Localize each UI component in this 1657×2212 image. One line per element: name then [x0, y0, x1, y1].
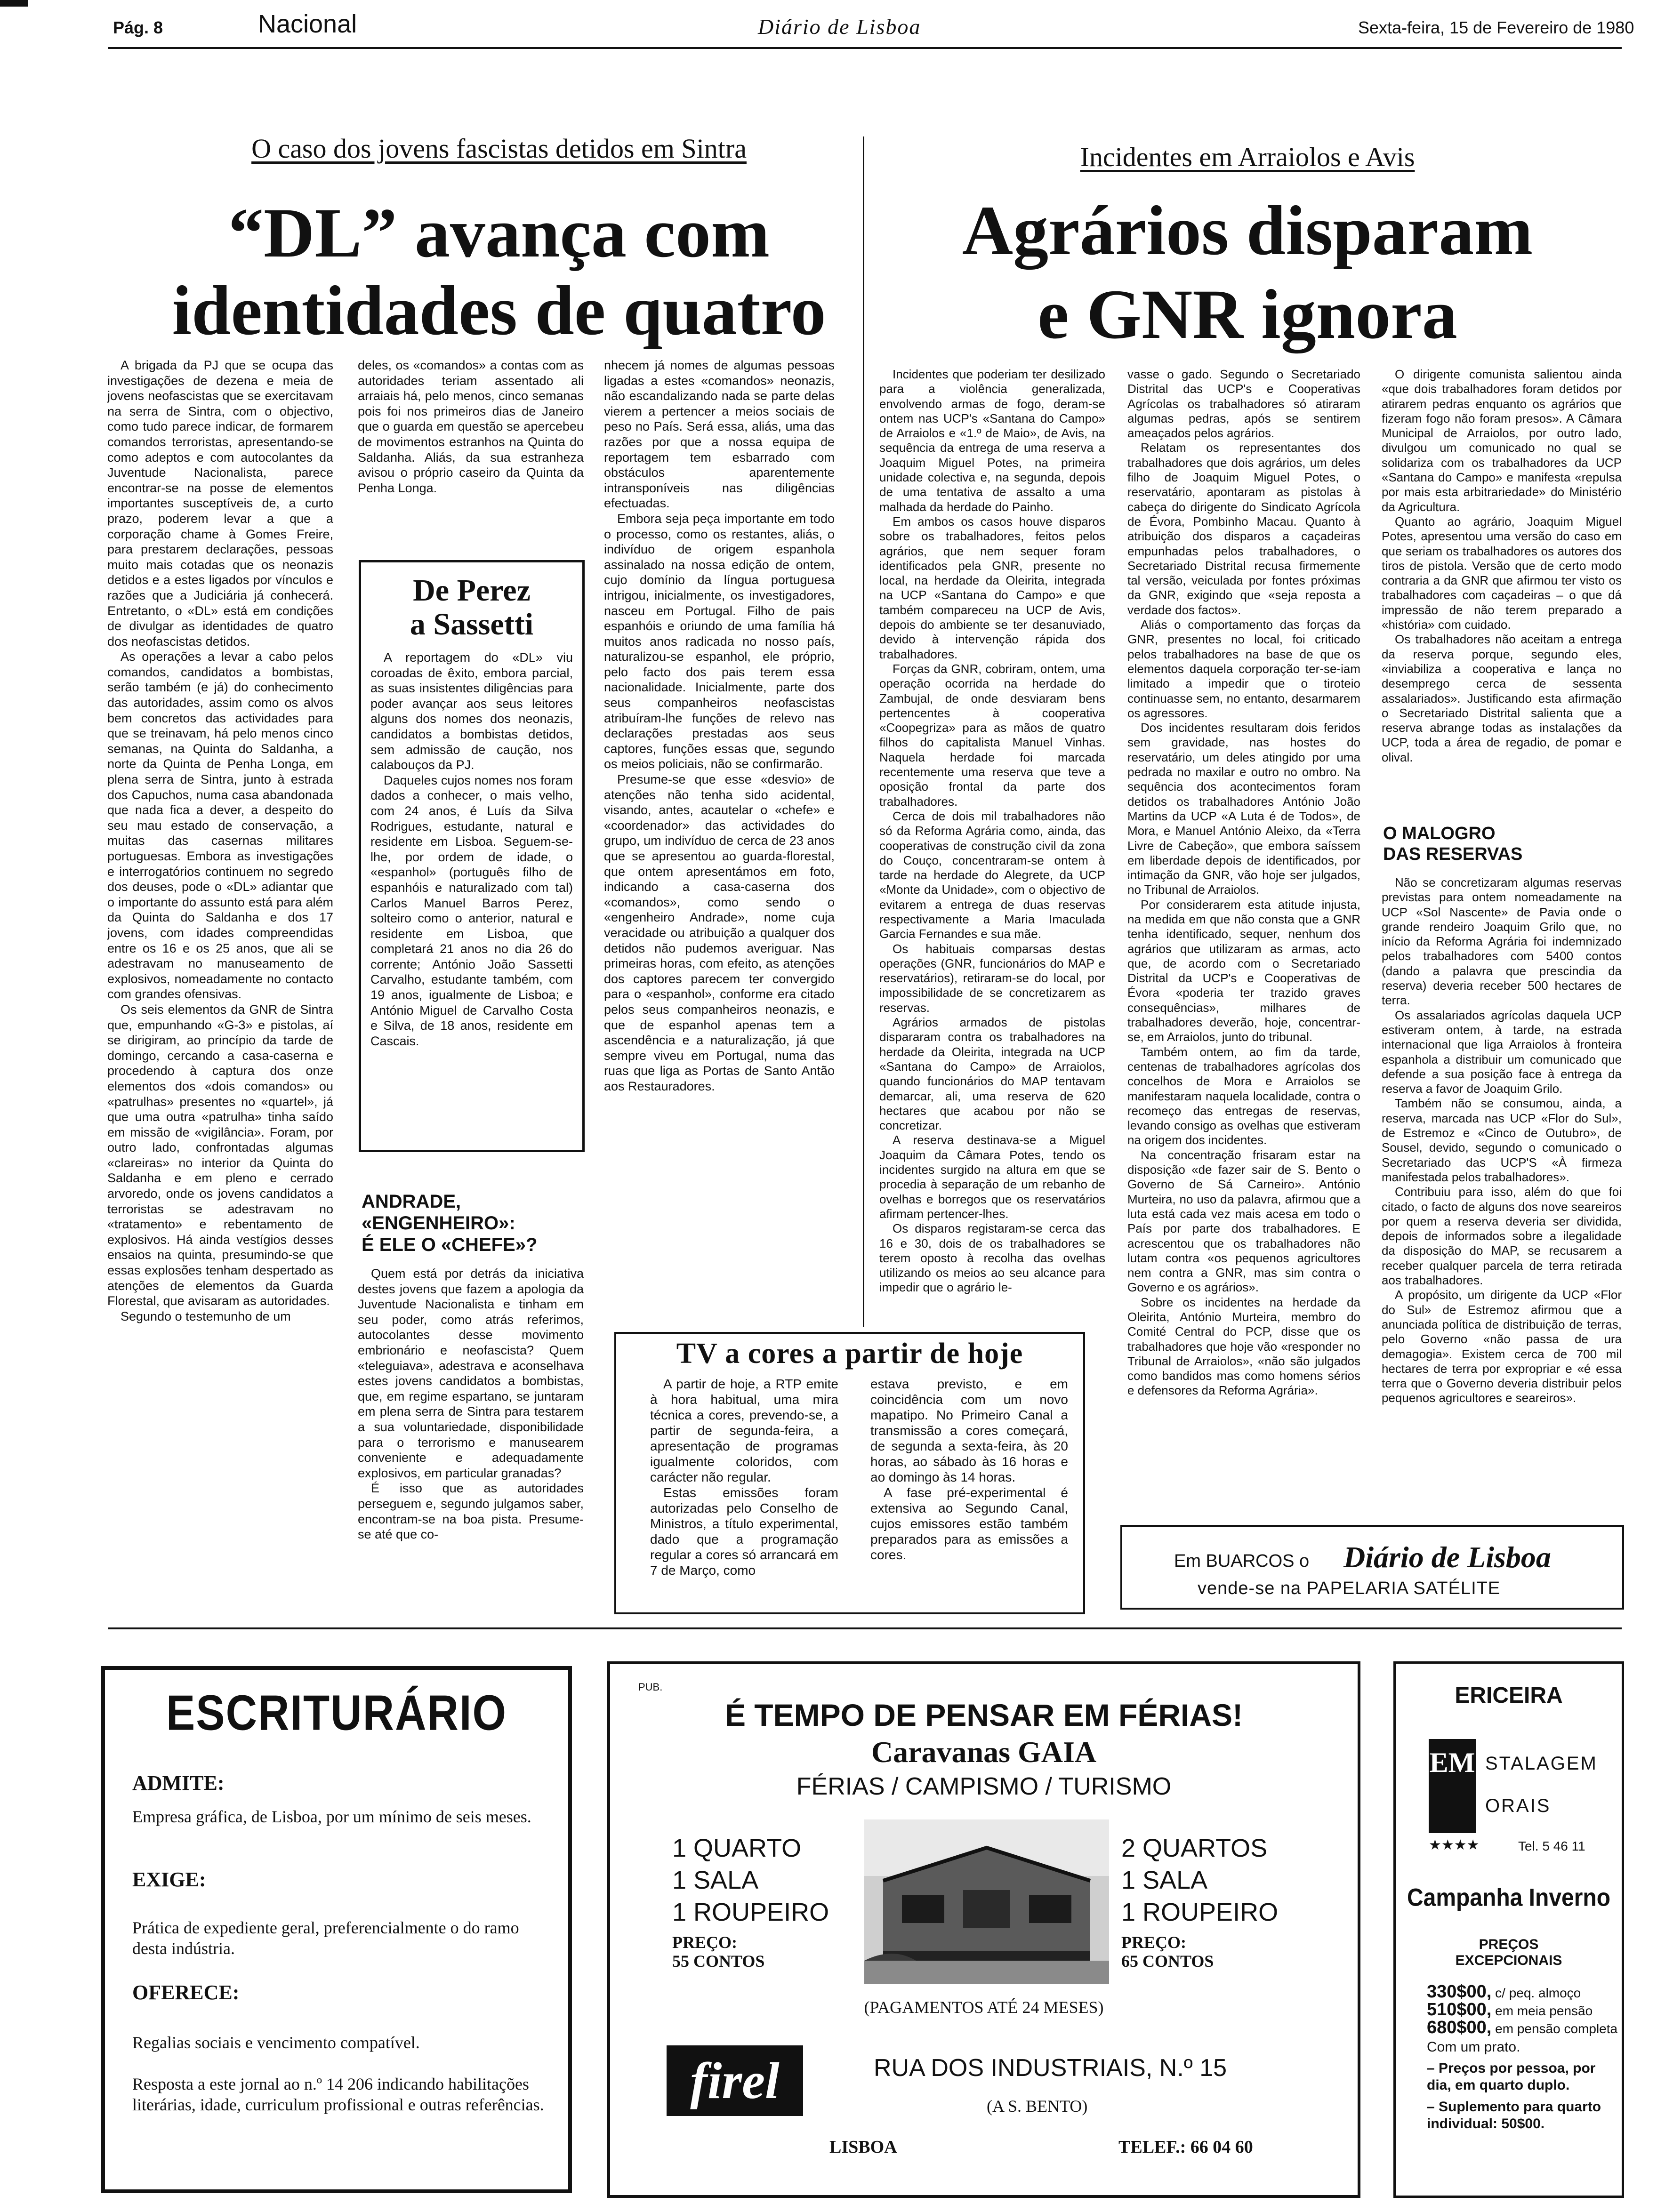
ad-gaia-payments: (PAGAMENTOS ATÉ 24 MESES): [864, 1998, 1104, 2017]
tv-paragraph: A fase pré-experimental é extensiva ao Segundo Canal, cujos emissores estão também preparados para as emissões a cores.: [870, 1485, 1068, 1562]
article1-headline-line2: identidades de quatro: [172, 272, 826, 350]
ad-ericeira-title: ERICEIRA: [1455, 1683, 1563, 1708]
ad-ericeira-p3-text: em pensão completa: [1495, 2021, 1618, 2036]
article2-column-2: [1127, 367, 1360, 1398]
article1-column-2-bottom: [358, 1266, 584, 1619]
article2-paragraph: vasse o gado. Segundo o Secretariado Distrital das UCP's e Cooperativas Agrícolas os trabalhadores só atiraram algumas pedras, após se sentirem ameaçados pelos agrários.: [1127, 367, 1360, 441]
tv-paragraph: estava previsto, e em coincidência com um novo mapatipo. No Primeiro Canal a transmissão a cores começará, de segunda a sexta-feira, às 20 horas, ao sábado às 16 horas e ao domingo às 14 horas.: [870, 1377, 1068, 1484]
article1-paragraph: É isso que as autoridades perseguem e, segundo julgamos saber, encontram-se na boa pista. Presume-se até que co-: [358, 1481, 584, 1542]
article2-headline-line2: e GNR ignora: [1038, 275, 1457, 353]
ads-rule: [108, 1627, 1622, 1629]
ad-ericeira-p3-text2: Com um prato.: [1427, 2039, 1520, 2055]
article2-paragraph: Forças da GNR, cobriram, ontem, uma operação ocorrida na herdade do Zambujal, de onde desviaram bens pertencentes à cooperativa «Coopegriza» para as mãos de quatro filhos do capitalista Manuel Vinhas. Naquela herdade foi marcada recentemente uma reserva que teve a oposição frontal da parte dos trabalhadores.: [879, 661, 1105, 809]
tv-color-box: [614, 1332, 1085, 1614]
article2-paragraph: Também não se consumou, ainda, a reserva, marcada nas UCP «Flor do Sul», de Estremoz e «Cinco de Outubro», de Sousel, devido, segundo o comunicado o Secretariado das UCP'S «À firmeza manifestada pelos trabalhadores».: [1382, 1096, 1622, 1184]
article2-paragraph: Na concentração frisaram estar na disposição «de fazer sair de S. Bento o Governo de Sá Carneiro». António Murteira, no uso da palavra, afirmou que a luta está cada vez mais acesa em todo o País por parte dos trabalhadores. E acrescentou que os trabalhadores não lutam contra «os pequenos agricultores nem contra a GNR, mas sim contra o Governo e os agrários».: [1127, 1147, 1360, 1295]
ad-caravanas-gaia: [607, 1661, 1360, 2198]
ad-gaia-right-price-label: PREÇO:: [1121, 1933, 1186, 1952]
article2-paragraph: Os disparos registaram-se cerca das 16 e 30, dois de os trabalhadores se terem oposto à recolha das ovelhas utilizando os meios ao seu alcance para impedir que o agrário le-: [879, 1221, 1105, 1295]
subhead-andrade-3: É ELE O «CHEFE»?: [362, 1234, 538, 1255]
corner-mark: [0, 0, 28, 7]
article1-paragraph: As operações a levar a cabo pelos comandos, candidatos a bombistas, serão também (e já) do conhecimento das autoridades, assim como os alvos bem concretos das actividades para que se treinavam, há pelo menos cinco semanas, na Quinta do Saldanha, a norte da Quinta de Penha Longa, em plena serra de Sintra, junto à estrada dos Capuchos, numa casa abandonada que nada fica a dever, a despeito do seu mau estado de conservação, a muitas das casernas militares portuguesas. Embora as investigações e interrogatórios continuem no segredo dos deuses, pode o «DL» adiantar que o importante do assunto está para além da Quinta do Saldanha e dos 17 jovens, com idades compreendidas entre os 16 e os 25 anos, que ali se adestravam no manuseamento de explosivos, nomeadamente no contacto com grandes ofensivas.: [107, 649, 333, 1002]
ad-gaia-right-l2: 1 SALA: [1121, 1866, 1208, 1894]
subhead-andrade-1: ANDRADE,: [362, 1191, 461, 1212]
ad-ericeira-p2-price: 510$00,: [1427, 2000, 1492, 2020]
article2-paragraph: Agrários armados de pistolas dispararam contra os trabalhadores na herdade da Oleirita, integrada na UCP «Santana do Campo» de Arraiolos, quando funcionários do MAP tentavam demarcar, ali, uma reserva de 620 hectares que acabou por não se concretizar.: [879, 1015, 1105, 1133]
ad-gaia-phone: TELEF.: 66 04 60: [1118, 2137, 1253, 2157]
header-rule: [108, 47, 1622, 49]
firel-logo-text: firel: [690, 2052, 780, 2109]
article2-paragraph: Também ontem, ao fim da tarde, centenas de trabalhadores agrícolas dos concelhos de Mora e Arraiolos se manifestaram naquela localidade, contra o recomeço das entregas de reservas, levando consigo as ovelhas que estiveram na origem dos incidentes.: [1127, 1044, 1360, 1147]
caravan-photo: [864, 1819, 1109, 1984]
ad-gaia-sub: FÉRIAS / CAMPISMO / TURISMO: [796, 1773, 1172, 1800]
promo-line2: vende-se na PAPELARIA SATÉLITE: [1198, 1579, 1501, 1598]
article2-column-1: [879, 367, 1105, 1327]
ad-escriturario-t3: Regalias sociais e vencimento compatível.: [132, 2033, 420, 2052]
article2-paragraph: Por considerarem esta atitude injusta, na medida em que não consta que a GNR tenha identificado, sequer, nenhum dos agrários que utilizaram as armas, acto que, de acordo com o Secretariado Distrital da UCP's e Cooperativas de Évora «poderia ter trazido graves consequências», milhares de trabalhadores deverão, hoje, concentrar-se, em Arraiolos, junto do tribunal.: [1127, 897, 1360, 1044]
masthead: Diário de Lisboa: [758, 15, 921, 39]
article2-paragraph: Quanto ao agrário, Joaquim Miguel Potes, apresentou uma versão do caso em que seriam os trabalhadores os autores dos tiros de pistola. Versão que de certo modo contraria a da GNR que afirmou ter visto os trabalhadores com caçadeiras – o que dá impressão de não terem preparado a «história» com cuidado.: [1382, 514, 1622, 632]
promo-brand: Diário de Lisboa: [1343, 1540, 1551, 1574]
subhead-malogro-1: O MALOGRO: [1383, 824, 1496, 843]
article2-paragraph: A propósito, um dirigente da UCP «Flor do Sul» de Estremoz afirmou que a anunciada política de distribuição de terras, pelo Governo «não passa de ura demagogia». Existem cerca de 700 mil hectares de terra por expropriar e «é essa terra que o Governo deveria distribuir pelos pequenos agricultores e seareiros».: [1382, 1288, 1622, 1405]
article2-paragraph: Sobre os incidentes na herdade da Oleirita, António Murteira, membro do Comité Central do PCP, disse que os trabalhadores que hoje vão «responder no Tribunal de Arraiolos», «não são julgados como bandidos mas como homens sérios e defensores da Reforma Agrária».: [1127, 1295, 1360, 1398]
ad-gaia-right-price: 65 CONTOS: [1121, 1952, 1214, 1971]
ad-gaia-left-l1: 1 QUARTO: [672, 1834, 802, 1862]
tv-paragraph: Estas emissões foram autorizadas pelo Conselho de Ministros, a título experimental, dado que a programação regular a cores só arrancará em 7 de Março, como: [650, 1485, 838, 1578]
ad-escriturario-title: ESCRITURÁRIO: [166, 1685, 507, 1741]
article2-paragraph: Dos incidentes resultaram dois feridos sem gravidade, nas hostes do reservatário, um deles atingido por uma pedrada no maxilar e outro no ombro. Na sequência dos acontecimentos foram detidos os trabalhadores António João Martins da UCP «A Luta é de Todos», de Mora, e Manuel António Aleixo, da «Terra Livre de Cabeção», que embora saíssem em liberdade depois de identificados, por intimação da GNR, vão hoje ser julgados, no Tribunal de Arraiolos.: [1127, 721, 1360, 897]
article2-paragraph: O dirigente comunista salientou ainda «que dois trabalhadores foram detidos por atirarem pedras enquanto os agrários que fizeram fogo não foram presos». A Câmara Municipal de Arraiolos, por outro lado, divulgou um comunicado no qual se solidariza com os trabalhadores da UCP «Santana do Campo» e manifesta «repulsa por mais esta arbitrariedade» do Ministério da Agricultura.: [1382, 367, 1622, 514]
article1-column-2-top: [358, 358, 584, 541]
ad-gaia-left-l3: 1 ROUPEIRO: [672, 1898, 829, 1926]
article1-headline-line1: “DL” avança com: [228, 194, 770, 272]
article2-paragraph: Incidentes que poderiam ter desilizado para a violência generalizada, envolvendo armas de fogo, deram-se ontem nas UCP's «Santana do Campo» de Arraiolos e «1.º de Maio», de Avis, na sequência da entrega de uma reserva a Joaquim Miguel Potes, na primeira unidade colectiva e, na segunda, depois de uma tentativa de assalto a uma malhada da herdade do Painho.: [879, 367, 1105, 514]
article1-paragraph: Quem está por detrás da iniciativa destes jovens que fazem a apologia da Juventude Nacionalista e tinham em seu poder, como atrás referimos, autocolantes desse movimento embrionário e neofascista? Quem «teleguiava», adestrava e aconselhava estes jovens candidatos a bombistas, que, em regime espartano, se juntaram em plena serra de Sintra para testarem a sua voluntariedade, disponibilidade para o terrorismo e manusearem conveniente e adequadamente explosivos, em particular granadas?: [358, 1266, 584, 1480]
ad-ericeira-p1-text: c/ peq. almoço: [1495, 1986, 1581, 2000]
ad-ericeira-note2: – Suplemento para quarto individual: 50$00.: [1427, 2099, 1601, 2132]
ad-ericeira-price-row: [1427, 2020, 1617, 2037]
tv-headline: TV a cores a partir de hoje: [676, 1338, 1023, 1370]
ad-gaia-headline: É TEMPO DE PENSAR EM FÉRIAS!: [724, 1698, 1243, 1732]
ad-ericeira-name2: ORAIS: [1485, 1795, 1551, 1816]
article2-paragraph: Aliás o comportamento das forças da GNR, presentes no local, foi criticado pelos trabalhadores na base de que os elementos daquela corporação ter-se-iam limitado a impedir que o tiroteio continuasse sem, no entanto, desarmarem os agressores.: [1127, 617, 1360, 720]
section-name: Nacional: [258, 10, 357, 38]
article1-paragraph: Presume-se que esse «desvio» de atenções não tenha sido acidental, visando, antes, acautelar o «chefe» e «coordenador» das actividades do grupo, um indivíduo de cerca de 23 anos que se apresentou ao guarda-florestal, que ontem apresentámos em foto, indicando a casa-caserna dos «comandos», como sendo o «engenheiro Andrade», nome cuja veracidade ou atribuição a qualquer dos detidos não pudemos averiguar. Nas primeiras horas, com efeito, as atenções dos captores parecem ter convergido para o «espanhol», conforme era citado pelos seus companheiros neonazis, e que de espanhol apenas tem a ascendência e a naturalização, já que sempre viveu em Portugal, numa das ruas que liga as Portas de Santo Antão aos Restauradores.: [604, 772, 835, 1093]
ad-gaia-brand: Caravanas GAIA: [871, 1735, 1097, 1769]
ad-gaia-address: RUA DOS INDUSTRIAIS, N.º 15: [874, 2054, 1227, 2082]
article2-column-3a: [1382, 367, 1622, 819]
article2-headline-line1: Agrários disparam: [962, 192, 1533, 270]
estalagem-logo-letters: EM: [1429, 1747, 1475, 1778]
subhead-andrade-2: «ENGENHEIRO»:: [362, 1213, 515, 1234]
article1-paragraph: Segundo o testemunho de um: [121, 1309, 291, 1323]
ad-ericeira: [1393, 1661, 1624, 2198]
article-divider: [863, 136, 864, 1327]
ad-ericeira-note1: – Preços por pessoa, por dia, em quarto duplo.: [1427, 2060, 1596, 2093]
article2-paragraph: Os habituais comparsas destas operações (GNR, funcionários do MAP e reservatários), retiraram-se do local, por impossibilidade de se concretizarem as reservas.: [879, 941, 1105, 1015]
issue-date: Sexta-feira, 15 de Fevereiro de 1980: [1358, 18, 1634, 37]
promo-line1-prefix: Em BUARCOS o: [1174, 1551, 1310, 1571]
ad-ericeira-p3-price: 680$00,: [1427, 2018, 1492, 2037]
ad-gaia-right-l3: 1 ROUPEIRO: [1121, 1898, 1279, 1926]
article2-paragraph: Cerca de dois mil trabalhadores não só da Reforma Agrária como, ainda, das cooperativas de construção civil da zona do Couço, concentraram-se ontem à tarde na herdade do Alegrete, da UCP «Monte da Unidade», com o objectivo de evitarem a entrega de duas reservas respectivamente a Maria Imaculada Garcia Fernandes e sua mãe.: [879, 809, 1105, 941]
ad-escriturario-h1: ADMITE:: [132, 1771, 225, 1795]
ad-gaia-left-price-label: PREÇO:: [672, 1933, 737, 1952]
ad-escriturario-t2: Prática de expediente geral, preferencialmente o do ramo desta indústria.: [132, 1918, 519, 1958]
article1-kicker: O caso dos jovens fascistas detidos em Sintra: [251, 133, 747, 164]
article2-paragraph: A reserva destinava-se a Miguel Joaquim da Câmara Potes, tendo os incidentes surgido na altura em que se procedia à separação de um rebanho de ovelhas e borregos que os reservatários afirmam pertencer-lhes.: [879, 1133, 1105, 1221]
ad-gaia-address2: (A S. BENTO): [987, 2097, 1088, 2116]
ad-ericeira-stars: ★★★★: [1429, 1837, 1480, 1853]
article2-paragraph: Os trabalhadores não aceitam a entrega da reserva porque, segundo eles, «inviabiliza a cooperativa e lança no desemprego cerca de sessenta assalariados». Justificando esta afirmação o Secretariado Distrital salienta que a reserva abrange todas as instalações da UCP, toda a área de regadio, de pomar e olival.: [1382, 632, 1622, 764]
tv-column-1: [650, 1376, 838, 1611]
ad-escriturario-t4: Resposta a este jornal ao n.º 14 206 indicando habilitações literárias, idade, curriculum profissional e outras referências.: [132, 2075, 544, 2114]
ad-gaia-city: LISBOA: [829, 2137, 897, 2157]
ad-ericeira-tel: Tel. 5 46 11: [1518, 1839, 1585, 1853]
ad-pub-label: PUB.: [638, 1681, 663, 1693]
article2-kicker: Incidentes em Arraiolos e Avis: [1080, 142, 1415, 172]
ad-escriturario-h3: OFERECE:: [132, 1981, 240, 2004]
ad-ericeira-price-row: [1427, 2002, 1593, 2019]
ad-escriturario: [101, 1666, 572, 2193]
ad-gaia-left-price: 55 CONTOS: [672, 1952, 765, 1971]
firel-logo: [667, 2045, 803, 2116]
ad-ericeira-p1-price: 330$00,: [1427, 1982, 1492, 2002]
article2-paragraph: Os assalariados agrícolas daquela UCP estiveram ontem, à tarde, na estrada internacional que liga Arraiolos à fronteira espanhola a distribuir um comunicado que defende a sua posição face à entrega da reserva a favor de Joaquim Grilo.: [1382, 1008, 1622, 1096]
tv-column-2: [870, 1376, 1068, 1611]
ad-ericeira-campaign: Campanha Inverno: [1407, 1884, 1611, 1912]
ad-ericeira-prices-head1: PREÇOS: [1479, 1937, 1539, 1952]
sidebar-title-line1: De Perez: [413, 573, 531, 608]
article2-paragraph: Não se concretizaram algumas reservas previstas para ontem nomeadamente na UCP «Sol Nascente» de Pavia onde o grande rendeiro Joaquim Grilo que, no início da Reforma Agrária foi indemnizado pelos trabalhadores com 5400 contos (dando a palavra que prescindia da reserva) deveria receber 500 hectares de terra.: [1382, 875, 1622, 1008]
article2-column-3b: [1382, 875, 1622, 1405]
article1-column-3: [604, 358, 835, 1327]
sidebar-title-line2: a Sassetti: [410, 607, 534, 641]
ad-gaia-right-l1: 2 QUARTOS: [1121, 1834, 1268, 1862]
page-number: Pág. 8: [113, 18, 163, 37]
ad-escriturario-h2: EXIGE:: [132, 1868, 206, 1891]
ad-escriturario-t1: Empresa gráfica, de Lisboa, por um mínimo de seis meses.: [132, 1807, 531, 1826]
sidebar-box-perez-sassetti: [359, 560, 585, 1152]
ad-ericeira-prices-head2: EXCEPCIONAIS: [1455, 1953, 1562, 1968]
tv-paragraph: A partir de hoje, a RTP emite à hora habitual, uma mira técnica a cores, prevendo-se, a partir de segunda-feira, a apresentação de programas igualmente coloridos, com carácter não regular.: [650, 1377, 838, 1484]
subhead-malogro-2: DAS RESERVAS: [1383, 844, 1523, 864]
ad-ericeira-name1: STALAGEM: [1485, 1753, 1598, 1774]
article1-paragraph: Os seis elementos da GNR de Sintra que, empunhando «G-3» e pistolas, aí se dirigiram, ao princípio da tarde de domingo, cercando a casa-caserna e procedendo à captura dos onze elementos dos «dois comandos» ou «patrulhas» presentes no «quartel», já que uma outra «patrulha» tinha saído em missão de «vigilância». Foram, por outro lado, confrontadas algumas «clareiras» no interior da Quinta do Saldanha e em pleno e cerrado arvoredo, onde os jovens candidatos a terroristas se adestravam no «tratamento» e rebentamento de explosivos. Há ainda vestígios desses ensaios na quinta, presumindo-se que essas explosões tenham despertado as atenções de elementos da Guarda Florestal, que avisaram as autoridades.: [107, 1002, 333, 1308]
article1-paragraph: nhecem já nomes de algumas pessoas ligadas a estes «comandos» neonazis, não escandalizando nada se parte delas vierem a pertencer a meios sociais de peso no País. Será essa, aliás, uma das razões por que a nossa equipa de reportagem tem esbarrado com obstáculos aparentemente intransponíveis nas diligências efectuadas.: [604, 358, 835, 511]
article2-paragraph: Em ambos os casos houve disparos sobre os trabalhadores, feitos pelos agrários, que nem sequer foram identificados pela GNR, presente no local, na herdade da Oleirita, integrada na UCP «Santana do Campo» e que também compareceu na UCP de Avis, depois do ambiente se ter desanuviado, devido à intervenção rápida dos trabalhadores.: [879, 514, 1105, 661]
article1-paragraph: deles, os «comandos» a contas com as autoridades teriam assentado ali arraiais há, pelo menos, cinco semanas pois foi nos primeiros dias de Janeiro que o guarda em questão se apercebeu de movimentos estranhos na Quinta do Saldanha. Aliás, da sua estranheza avisou o próprio caseiro da Quinta da Penha Longa.: [358, 358, 584, 495]
promo-box-buarcos: [1120, 1525, 1624, 1610]
article1-paragraph: Embora seja peça importante em todo o processo, como os restantes, aliás, o indivíduo de origem espanhola assinalado na nossa edição de ontem, cujo domínio da língua portuguesa intrigou, inicialmente, os investigadores, nasceu em Portugal. Filho de pais espanhóis e oriundo de uma família há muitos anos radicada no nosso país, naturalizou-se espanhol, ele próprio, pelo facto dos pais terem essa nacionalidade. Inicialmente, parte dos seus companheiros neofascistas atribuíram-lhe funções de relevo nas declarações prestadas aos seus captores, funções essas que, segundo os meios policiais, não se confirmarão.: [604, 511, 835, 771]
article2-paragraph: Relatam os representantes dos trabalhadores que dois agrários, um deles filho de Joaquim Miguel Potes, o reservatário, apontaram as pistolas à cabeça do dirigente do Sindicato Agrícola de Évora, Pombinho Macau. Quanto à atribuição dos disparos a caçadeiras empunhadas pelos trabalhadores, o Secretariado Distrital recusa firmemente tal versão, veiculada por fontes próximas da GNR, exigindo que «seja reposta a verdade dos factos».: [1127, 441, 1360, 617]
article2-paragraph: Contribuiu para isso, além do que foi citado, o facto de alguns dos nove seareiros por quem a reserva deveria ser dividida, depois de informados sobre a ilegalidade da disposição do MAP, se recusarem a receber qualquer parcela de terra retirada aos trabalhadores.: [1382, 1185, 1622, 1288]
ad-ericeira-price-row: [1427, 1984, 1581, 2001]
sidebar-paragraph: A reportagem do «DL» viu coroadas de êxito, embora parcial, as suas insistentes diligências para poder avançar aos seus leitores alguns dos nomes dos neonazis, candidatos a bombistas detidos, sem admissão de caução, nos calabouços da PJ.: [370, 650, 573, 772]
sidebar-paragraph: Daqueles cujos nomes nos foram dados a conhecer, o mais velho, com 24 anos, é Luís da Silva Rodrigues, estudante, natural e residente em Lisboa. Seguem-se-lhe, por ordem de idade, o «espanhol» (português filho de espanhóis e naturalizado com tal) Carlos Manuel Barros Perez, solteiro como o anterior, natural e residente em Lisboa, que completará 21 anos no dia 26 do corrente; António João Sassetti Carvalho, estudante também, com 19 anos, igualmente de Lisboa; e António Miguel de Carvalho Costa e Silva, de 18 anos, residente em Cascais.: [370, 773, 573, 1048]
article1-paragraph: A brigada da PJ que se ocupa das investigações de dezena e meia de jovens neofascistas que se exercitavam na serra de Sintra, com o objectivo, como tudo parece indicar, de formarem comandos terroristas, apresentando-se como adeptos e com autocolantes da Juventude Nacionalista, parece encontrar-se na posse de elementos importantes susceptíveis de, a curto prazo, poderem levar a que a corporação chame à Gomes Freire, para prestarem declarações, pessoas muito mais cotadas que os neonazis detidos e a estes ligados por vínculos e razões que a Judiciária já conhecerá. Entretanto, o «DL» está em condições de divulgar as identidades de quatro dos neofascistas detidos.: [107, 358, 333, 649]
ad-ericeira-p2-text: em meia pensão: [1495, 2004, 1593, 2018]
ad-gaia-left-l2: 1 SALA: [672, 1866, 759, 1894]
caravan-icon: [864, 1819, 1109, 1984]
article1-column-1: [107, 358, 333, 1619]
